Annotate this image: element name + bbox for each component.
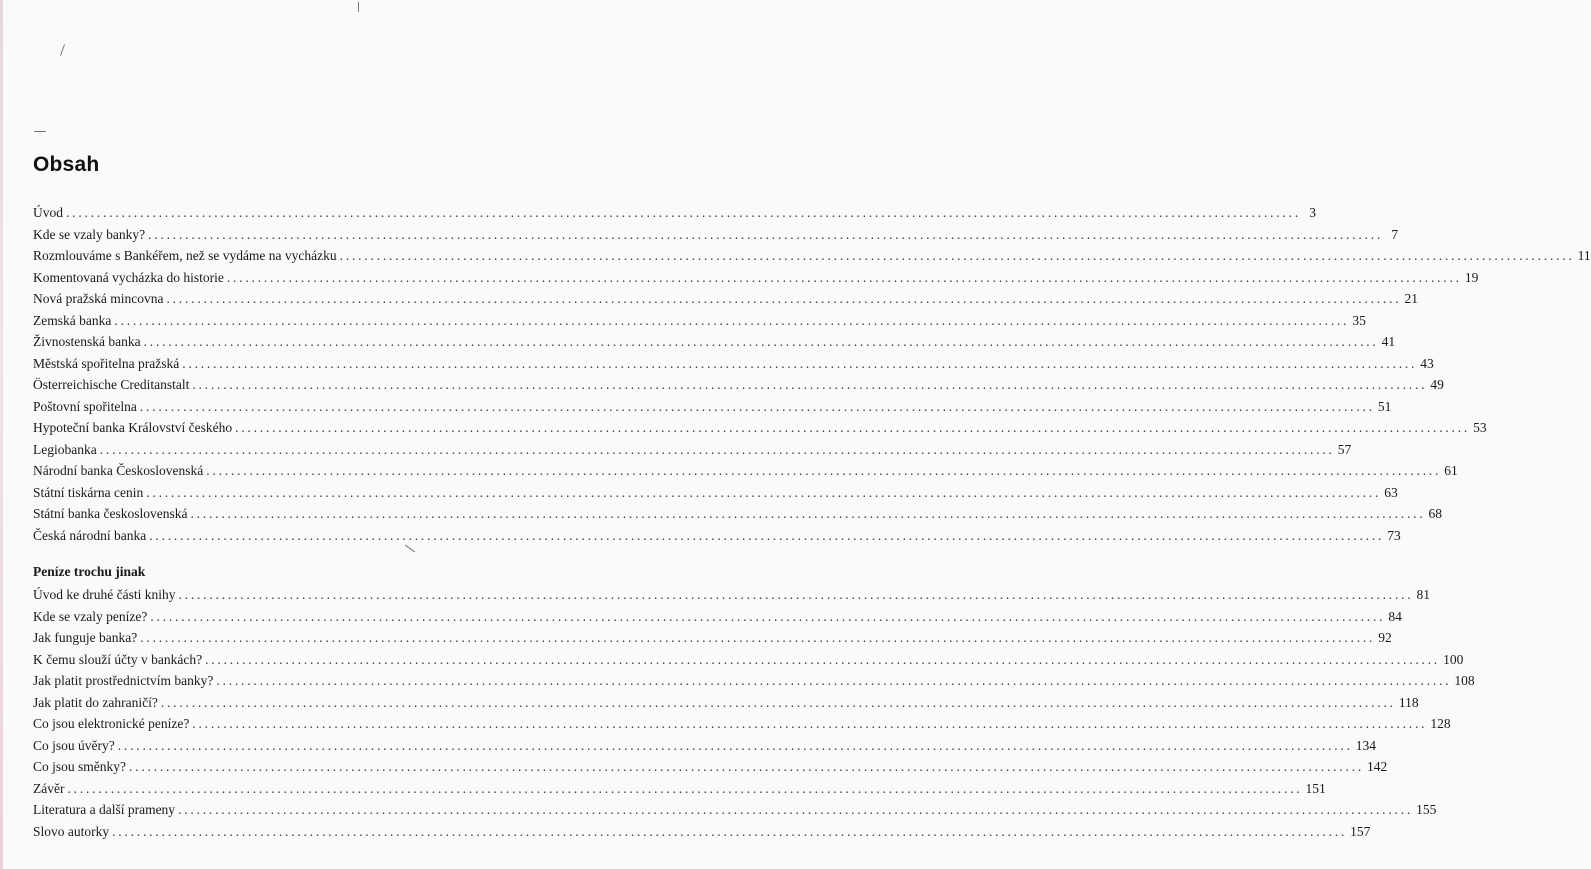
toc-section-1 [33,202,1591,546]
toc-entry-title: Poštovní spořitelna [33,398,137,414]
dot-leader: ........................................................................................................................................................................................................ [67,780,1303,796]
toc-entry-page: 151 [1305,780,1326,796]
toc-section-2 [33,584,1475,842]
dot-leader: ........................................................................................................................................................................................................ [190,506,1426,521]
toc-entry [33,245,1591,267]
toc-entry [33,288,1418,310]
dot-leader: ........................................................................................................................................................................................................ [178,802,1414,817]
toc-entry [33,331,1396,353]
toc-entry-page: 21 [1404,291,1418,306]
dot-leader: ........................................................................................................................................................................................................ [146,484,1382,500]
toc-entry-title: Kde se vzaly peníze? [33,608,148,624]
toc-entry-page: 118 [1398,694,1419,710]
toc-entry [33,202,1316,224]
toc-entry [33,396,1392,418]
toc-entry-title: Státní banka československá [33,506,188,521]
toc-entry [33,460,1458,482]
page-edge [0,0,3,869]
toc-entry-title: Literatura a další prameny [33,802,176,817]
toc-entry-title: K čemu slouží účty v bankách? [33,651,203,667]
toc-entry-page: 41 [1381,334,1396,349]
toc-entry-page: 53 [1473,420,1487,435]
toc-entry-title: Živnostenská banka [33,334,141,349]
section-heading: Peníze trochu jinak [33,564,146,579]
page-title: Obsah [33,153,100,176]
toc-entry-page: 73 [1387,527,1401,543]
dot-leader: ........................................................................................................................................................................................................ [140,630,1376,645]
dot-leader: ........................................................................................................................................................................................................ [206,463,1442,478]
dot-leader: ........................................................................................................................................................................................................ [150,608,1386,624]
dot-leader: ........................................................................................................................................................................................................ [226,269,1462,285]
toc-entry-page: 7 [1391,226,1399,242]
toc-entry-page: 57 [1337,441,1352,457]
dot-leader: ........................................................................................................................................................................................................ [99,441,1335,457]
toc-entry [33,584,1430,606]
toc-entry-page: 35 [1352,312,1366,328]
toc-entry-page: 134 [1355,737,1376,753]
toc-entry-title: Národní banka Československá [33,463,204,478]
scan-speck [34,131,46,132]
toc-entry-title: Jak platit prostřednictvím banky? [33,673,214,688]
scan-speck [60,44,65,56]
toc-entry-page: 157 [1350,823,1371,839]
toc-entry-title: Jak funguje banka? [33,630,138,645]
toc-entry-page: 61 [1444,463,1458,478]
toc-entry [33,353,1434,375]
dot-leader: ........................................................................................................................................................................................................ [178,587,1414,602]
dot-leader: ........................................................................................................................................................................................................ [205,651,1441,667]
toc-entry [33,649,1464,671]
toc-entry [33,606,1402,628]
toc-entry-title: Co jsou elektronické peníze? [33,716,190,731]
toc-entry [33,310,1366,332]
toc-entry-page: 51 [1377,398,1392,414]
dot-leader: ........................................................................................................................................................................................................ [112,823,1348,839]
toc-entry-page: 142 [1367,759,1388,774]
toc-entry [33,374,1444,396]
scan-speck [358,2,359,12]
toc-entry [33,224,1399,246]
toc-entry-page: 155 [1416,802,1437,817]
toc-entry [33,482,1398,504]
toc-entry [33,778,1326,800]
dot-leader: ........................................................................................................................................................................................................ [143,334,1379,349]
dot-leader: ........................................................................................................................................................................................................ [66,205,1301,220]
toc-entry-page: 11 [1577,248,1591,263]
dot-leader: ........................................................................................................................................................................................................ [149,527,1385,543]
dot-leader: ........................................................................................................................................................................................................ [166,291,1402,306]
dot-leader: ........................................................................................................................................................................................................ [192,377,1428,392]
toc-entry-title: Závěr [33,780,65,796]
toc-entry-title: Městská spořitelna pražská [33,355,180,371]
dot-leader: ........................................................................................................................................................................................................ [160,694,1396,710]
toc-entry-title: Co jsou směnky? [33,759,126,774]
toc-entry [33,735,1376,757]
toc-entry-title: Legiobanka [33,441,97,457]
toc-entry-title: Úvod ke druhé části knihy [33,587,176,602]
toc-entry [33,627,1392,649]
toc-entry-page: 43 [1420,355,1434,371]
toc-entry-title: Nová pražská mincovna [33,291,164,306]
toc-entry [33,417,1487,439]
toc-entry [33,439,1352,461]
toc-entry-title: Slovo autorky [33,823,110,839]
toc-entry-page: 92 [1378,630,1392,645]
toc-entry-title: Rozmlouváme s Bankéřem, než se vydáme na vycházku [33,248,337,263]
dot-leader: ........................................................................................................................................................................................................ [216,673,1452,688]
toc-entry [33,267,1479,289]
toc-entry-page: 49 [1430,377,1444,392]
toc-entry [33,799,1437,821]
toc-entry-title: Česká národní banka [33,527,147,543]
toc-entry-page: 63 [1384,484,1398,500]
toc-entry-page: 100 [1443,651,1464,667]
toc-entry-title: Jak platit do zahraničí? [33,694,158,710]
toc-entry-title: Zemská banka [33,312,112,328]
toc-entry [33,670,1475,692]
dot-leader: ........................................................................................................................................................................................................ [139,398,1375,414]
toc-entry [33,525,1401,547]
dot-leader: ........................................................................................................................................................................................................ [117,737,1353,753]
toc-entry-page: 68 [1428,506,1442,521]
dot-leader: ........................................................................................................................................................................................................ [182,355,1418,371]
toc-entry [33,503,1442,525]
dot-leader: ........................................................................................................................................................................................................ [114,312,1350,328]
toc-entry-title: Komentovaná vycházka do historie [33,269,224,285]
dot-leader: ........................................................................................................................................................................................................ [235,420,1471,435]
toc-entry-title: Co jsou úvěry? [33,737,115,753]
dot-leader: ........................................................................................................................................................................................................ [192,716,1428,731]
toc-entry-page: 108 [1454,673,1475,688]
toc-entry-page: 128 [1430,716,1451,731]
toc-entry [33,692,1419,714]
toc-entry-page: 84 [1388,608,1402,624]
toc-entry-title: Kde se vzaly banky? [33,226,146,242]
toc-entry [33,713,1451,735]
toc-entry [33,756,1388,778]
toc-entry-title: Úvod [33,205,63,220]
toc-entry-title: Státní tiskárna cenin [33,484,144,500]
toc-entry-page: 81 [1416,587,1430,602]
toc-entry-page: 3 [1309,205,1316,220]
toc-entry [33,821,1371,843]
dot-leader: ........................................................................................................................................................................................................ [148,226,1384,242]
toc-entry-title: Österreichische Creditanstalt [33,377,190,392]
dot-leader: ........................................................................................................................................................................................................ [129,759,1364,774]
toc-entry-page: 19 [1464,269,1479,285]
dot-leader: ........................................................................................................................................................................................................ [339,248,1575,263]
toc-entry-title: Hypoteční banka Království českého [33,420,233,435]
